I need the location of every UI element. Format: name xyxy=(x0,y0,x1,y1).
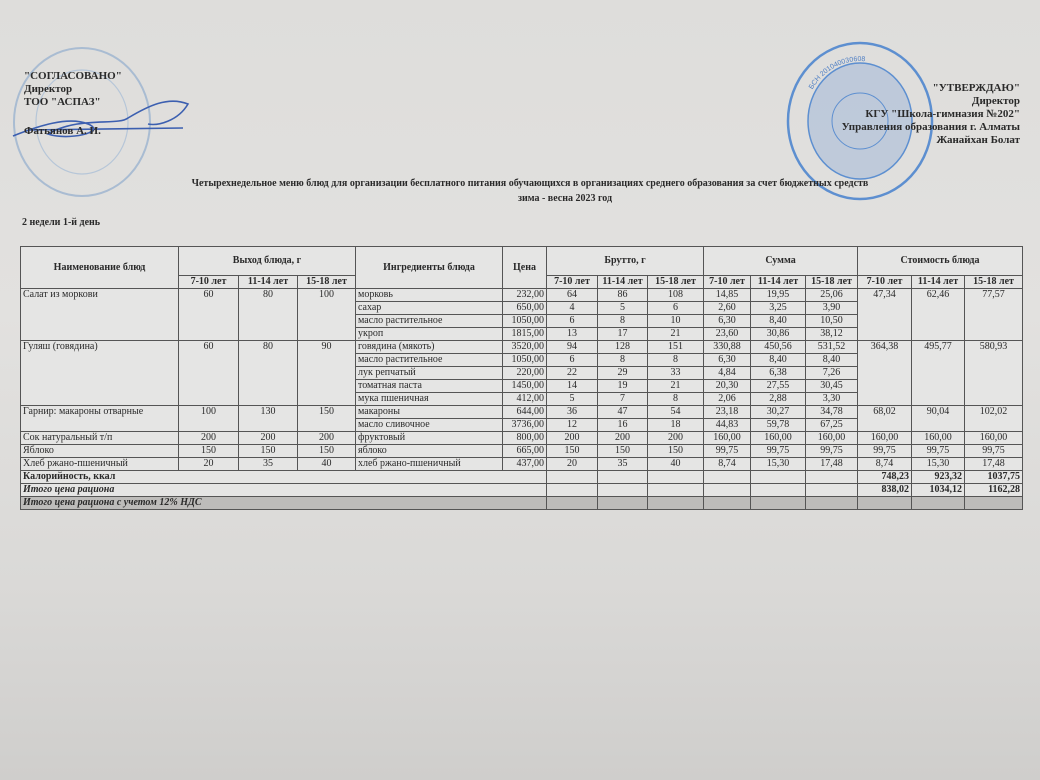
ingredient-name: масло растительное xyxy=(356,354,503,367)
ingredient-brutto: 128 xyxy=(598,341,648,354)
ingredient-sum: 160,00 xyxy=(806,432,858,445)
ingredient-brutto: 20 xyxy=(547,458,598,471)
approval-left-label: "СОГЛАСОВАНО" xyxy=(24,70,122,82)
dish-cost: 495,77 xyxy=(912,341,965,406)
totals-value: 1034,12 xyxy=(912,484,965,497)
dish-cost: 68,02 xyxy=(858,406,912,432)
dish-yield: 100 xyxy=(298,289,356,341)
ingredient-brutto: 5 xyxy=(547,393,598,406)
totals-value: 1162,28 xyxy=(965,484,1023,497)
header-sum: Сумма xyxy=(704,247,858,276)
ingredient-sum: 10,50 xyxy=(806,315,858,328)
header-price: Цена xyxy=(503,247,547,289)
ingredient-sum: 14,85 xyxy=(704,289,751,302)
ingredient-sum: 8,40 xyxy=(806,354,858,367)
ingredient-brutto: 29 xyxy=(598,367,648,380)
dish-name: Гарнир: макароны отварные xyxy=(21,406,179,432)
ingredient-sum: 30,45 xyxy=(806,380,858,393)
age-group-header: 15-18 лет xyxy=(298,276,356,289)
header-cost: Стоимость блюда xyxy=(858,247,1023,276)
dish-yield: 80 xyxy=(239,289,298,341)
dish-yield: 35 xyxy=(239,458,298,471)
ingredient-brutto: 16 xyxy=(598,419,648,432)
ingredient-brutto: 200 xyxy=(547,432,598,445)
empty-cell xyxy=(751,497,806,510)
ingredient-sum: 67,25 xyxy=(806,419,858,432)
dish-yield: 100 xyxy=(179,406,239,432)
ingredient-sum: 44,83 xyxy=(704,419,751,432)
ingredient-sum: 2,06 xyxy=(704,393,751,406)
ingredient-sum: 25,06 xyxy=(806,289,858,302)
age-group-header: 11-14 лет xyxy=(912,276,965,289)
ingredient-brutto: 19 xyxy=(598,380,648,393)
approval-right-position: Директор xyxy=(971,95,1020,107)
dish-cost: 62,46 xyxy=(912,289,965,341)
ingredient-name: говядина (мякоть) xyxy=(356,341,503,354)
ingredient-brutto: 150 xyxy=(598,445,648,458)
ingredient-sum: 19,95 xyxy=(751,289,806,302)
ingredient-brutto: 150 xyxy=(648,445,704,458)
empty-cell xyxy=(648,484,704,497)
ingredient-sum: 7,26 xyxy=(806,367,858,380)
ingredient-sum: 8,40 xyxy=(751,354,806,367)
title-line-2: зима - весна 2023 год xyxy=(517,193,613,204)
totals-value: 838,02 xyxy=(858,484,912,497)
ingredient-sum: 20,30 xyxy=(704,380,751,393)
totals-label: Итого цена рациона xyxy=(21,484,547,497)
ingredient-sum: 160,00 xyxy=(704,432,751,445)
approval-right-org: КГУ "Школа-гимназия №202" xyxy=(865,108,1020,120)
empty-cell xyxy=(806,471,858,484)
ingredient-sum: 27,55 xyxy=(751,380,806,393)
dish-yield: 150 xyxy=(298,406,356,432)
approval-right-dept: Управления образования г. Алматы xyxy=(841,121,1020,133)
age-group-header: 15-18 лет xyxy=(806,276,858,289)
ingredient-brutto: 200 xyxy=(598,432,648,445)
empty-cell xyxy=(704,471,751,484)
ingredient-name: фруктовый xyxy=(356,432,503,445)
ingredient-name: масло сливочное xyxy=(356,419,503,432)
ingredient-brutto: 8 xyxy=(598,315,648,328)
empty-cell xyxy=(648,471,704,484)
ingredient-sum: 8,74 xyxy=(704,458,751,471)
ingredient-sum: 531,52 xyxy=(806,341,858,354)
ingredient-brutto: 4 xyxy=(547,302,598,315)
totals-row xyxy=(21,497,1023,510)
ingredient-price: 232,00 xyxy=(503,289,547,302)
empty-cell xyxy=(547,484,598,497)
empty-cell xyxy=(598,497,648,510)
ingredient-name: морковь xyxy=(356,289,503,302)
empty-cell xyxy=(806,484,858,497)
approval-left-name: Фатьянов А. И. xyxy=(24,125,101,137)
approval-right-label: "УТВЕРЖДАЮ" xyxy=(932,82,1020,94)
ingredient-brutto: 35 xyxy=(598,458,648,471)
ingredient-sum: 59,78 xyxy=(751,419,806,432)
totals-value: 923,32 xyxy=(912,471,965,484)
dish-yield: 20 xyxy=(179,458,239,471)
ingredient-brutto: 47 xyxy=(598,406,648,419)
ingredient-sum: 30,27 xyxy=(751,406,806,419)
dish-cost: 77,57 xyxy=(965,289,1023,341)
ingredient-sum: 8,40 xyxy=(751,315,806,328)
ingredient-sum: 330,88 xyxy=(704,341,751,354)
ingredient-sum: 3,25 xyxy=(751,302,806,315)
header-yield: Выход блюда, г xyxy=(179,247,356,276)
empty-cell xyxy=(704,497,751,510)
ingredient-sum: 15,30 xyxy=(751,458,806,471)
ingredient-sum: 99,75 xyxy=(751,445,806,458)
ingredient-sum: 99,75 xyxy=(806,445,858,458)
dish-cost: 99,75 xyxy=(912,445,965,458)
dish-yield: 150 xyxy=(179,445,239,458)
age-group-header: 11-14 лет xyxy=(239,276,298,289)
approval-left-position: Директор xyxy=(24,83,73,95)
ingredient-name: хлеб ржано-пшеничный xyxy=(356,458,503,471)
ingredient-brutto: 8 xyxy=(648,354,704,367)
ingredient-name: яблоко xyxy=(356,445,503,458)
ingredient-sum: 450,56 xyxy=(751,341,806,354)
ingredient-brutto: 21 xyxy=(648,380,704,393)
ingredient-name: макароны xyxy=(356,406,503,419)
ingredient-price: 412,00 xyxy=(503,393,547,406)
dish-name: Хлеб ржано-пшеничный xyxy=(21,458,179,471)
ingredient-price: 1815,00 xyxy=(503,328,547,341)
ingredient-brutto: 12 xyxy=(547,419,598,432)
age-group-header: 7-10 лет xyxy=(704,276,751,289)
dish-cost: 160,00 xyxy=(858,432,912,445)
dish-cost: 580,93 xyxy=(965,341,1023,406)
ingredient-brutto: 36 xyxy=(547,406,598,419)
ingredient-brutto: 150 xyxy=(547,445,598,458)
totals-value xyxy=(912,497,965,510)
ingredient-sum: 99,75 xyxy=(704,445,751,458)
ingredient-brutto: 21 xyxy=(648,328,704,341)
menu-table xyxy=(20,246,1023,510)
ingredient-brutto: 7 xyxy=(598,393,648,406)
dish-name: Гуляш (говядина) xyxy=(21,341,179,406)
ingredient-name: укроп xyxy=(356,328,503,341)
dish-name: Сок натуральный т/п xyxy=(21,432,179,445)
empty-cell xyxy=(598,471,648,484)
ingredient-name: мука пшеничная xyxy=(356,393,503,406)
dish-cost: 160,00 xyxy=(965,432,1023,445)
empty-cell xyxy=(648,497,704,510)
ingredient-brutto: 108 xyxy=(648,289,704,302)
ingredient-sum: 23,18 xyxy=(704,406,751,419)
empty-cell xyxy=(598,484,648,497)
approval-left xyxy=(24,70,122,138)
day-label: 2 недели 1-й день xyxy=(22,217,101,228)
ingredient-price: 650,00 xyxy=(503,302,547,315)
age-group-header: 15-18 лет xyxy=(648,276,704,289)
dish-yield: 130 xyxy=(239,406,298,432)
ingredient-sum: 4,84 xyxy=(704,367,751,380)
ingredient-brutto: 86 xyxy=(598,289,648,302)
dish-yield: 90 xyxy=(298,341,356,406)
totals-value: 1037,75 xyxy=(965,471,1023,484)
ingredient-brutto: 10 xyxy=(648,315,704,328)
ingredient-sum: 30,86 xyxy=(751,328,806,341)
ingredient-brutto: 6 xyxy=(547,315,598,328)
ingredient-brutto: 33 xyxy=(648,367,704,380)
ingredient-brutto: 64 xyxy=(547,289,598,302)
dish-yield: 40 xyxy=(298,458,356,471)
ingredient-name: лук репчатый xyxy=(356,367,503,380)
dish-yield: 60 xyxy=(179,341,239,406)
age-group-header: 11-14 лет xyxy=(598,276,648,289)
ingredient-sum: 2,88 xyxy=(751,393,806,406)
ingredient-brutto: 18 xyxy=(648,419,704,432)
ingredient-sum: 23,60 xyxy=(704,328,751,341)
dish-yield: 200 xyxy=(179,432,239,445)
totals-value xyxy=(858,497,912,510)
right-stamp-text: БСН 201040030608 xyxy=(807,55,866,91)
empty-cell xyxy=(547,471,598,484)
header-dish: Наименование блюд xyxy=(21,247,179,289)
ingredient-brutto: 6 xyxy=(648,302,704,315)
empty-cell xyxy=(751,484,806,497)
ingredient-brutto: 22 xyxy=(547,367,598,380)
ingredient-price: 3520,00 xyxy=(503,341,547,354)
approval-right-name: Жанайхан Болат xyxy=(936,134,1020,146)
ingredient-brutto: 54 xyxy=(648,406,704,419)
ingredient-price: 665,00 xyxy=(503,445,547,458)
ingredient-sum: 2,60 xyxy=(704,302,751,315)
ingredient-brutto: 40 xyxy=(648,458,704,471)
ingredient-brutto: 8 xyxy=(648,393,704,406)
ingredient-brutto: 151 xyxy=(648,341,704,354)
ingredient-brutto: 6 xyxy=(547,354,598,367)
age-group-header: 15-18 лет xyxy=(965,276,1023,289)
empty-cell xyxy=(751,471,806,484)
ingredient-brutto: 94 xyxy=(547,341,598,354)
dish-yield: 60 xyxy=(179,289,239,341)
totals-value xyxy=(965,497,1023,510)
ingredient-brutto: 13 xyxy=(547,328,598,341)
ingredient-sum: 34,78 xyxy=(806,406,858,419)
totals-label: Калорийность, ккал xyxy=(21,471,547,484)
totals-value: 748,23 xyxy=(858,471,912,484)
age-group-header: 7-10 лет xyxy=(179,276,239,289)
ingredient-brutto: 200 xyxy=(648,432,704,445)
dish-yield: 200 xyxy=(298,432,356,445)
ingredient-name: томатная паста xyxy=(356,380,503,393)
dish-yield: 200 xyxy=(239,432,298,445)
ingredient-sum: 3,90 xyxy=(806,302,858,315)
ingredient-price: 1050,00 xyxy=(503,315,547,328)
header-ingredients: Ингредиенты блюда xyxy=(356,247,503,289)
dish-cost: 160,00 xyxy=(912,432,965,445)
empty-cell xyxy=(547,497,598,510)
totals-row xyxy=(21,484,1023,497)
dish-cost: 99,75 xyxy=(858,445,912,458)
dish-name: Яблоко xyxy=(21,445,179,458)
header-brutto: Брутто, г xyxy=(547,247,704,276)
dish-cost: 90,04 xyxy=(912,406,965,432)
age-group-header: 11-14 лет xyxy=(751,276,806,289)
ingredient-price: 3736,00 xyxy=(503,419,547,432)
ingredient-sum: 6,38 xyxy=(751,367,806,380)
totals-label: Итого цена рациона с учетом 12% НДС xyxy=(21,497,547,510)
ingredient-sum: 3,30 xyxy=(806,393,858,406)
empty-cell xyxy=(806,497,858,510)
dish-name: Салат из моркови xyxy=(21,289,179,341)
dish-cost: 17,48 xyxy=(965,458,1023,471)
ingredient-price: 800,00 xyxy=(503,432,547,445)
ingredient-price: 644,00 xyxy=(503,406,547,419)
approval-left-org: ТОО "АСПАЗ" xyxy=(24,96,101,108)
ingredient-brutto: 5 xyxy=(598,302,648,315)
ingredient-name: масло растительное xyxy=(356,315,503,328)
ingredient-brutto: 14 xyxy=(547,380,598,393)
ingredient-sum: 6,30 xyxy=(704,315,751,328)
age-group-header: 7-10 лет xyxy=(547,276,598,289)
ingredient-sum: 38,12 xyxy=(806,328,858,341)
dish-cost: 47,34 xyxy=(858,289,912,341)
empty-cell xyxy=(704,484,751,497)
table-row xyxy=(21,289,1023,302)
ingredient-name: сахар xyxy=(356,302,503,315)
dish-cost: 15,30 xyxy=(912,458,965,471)
dish-cost: 8,74 xyxy=(858,458,912,471)
table-row xyxy=(21,341,1023,354)
ingredient-sum: 17,48 xyxy=(806,458,858,471)
dish-yield: 80 xyxy=(239,341,298,406)
dish-cost: 99,75 xyxy=(965,445,1023,458)
ingredient-price: 220,00 xyxy=(503,367,547,380)
ingredient-price: 437,00 xyxy=(503,458,547,471)
ingredient-brutto: 8 xyxy=(598,354,648,367)
ingredient-sum: 6,30 xyxy=(704,354,751,367)
table-row xyxy=(21,432,1023,445)
dish-yield: 150 xyxy=(298,445,356,458)
ingredient-price: 1050,00 xyxy=(503,354,547,367)
table-row xyxy=(21,445,1023,458)
ingredient-brutto: 17 xyxy=(598,328,648,341)
approval-right xyxy=(842,82,1020,147)
dish-yield: 150 xyxy=(239,445,298,458)
dish-cost: 102,02 xyxy=(965,406,1023,432)
title-line-1: Четырехнедельное меню блюд для организации бесплатного питания обучающихся в организациях среднего образования за счет бюджетных средств xyxy=(191,178,869,189)
ingredient-price: 1450,00 xyxy=(503,380,547,393)
age-group-header: 7-10 лет xyxy=(858,276,912,289)
document-title xyxy=(0,176,1040,206)
ingredient-sum: 160,00 xyxy=(751,432,806,445)
totals-row xyxy=(21,471,1023,484)
dish-cost: 364,38 xyxy=(858,341,912,406)
table-row xyxy=(21,458,1023,471)
table-row xyxy=(21,406,1023,419)
